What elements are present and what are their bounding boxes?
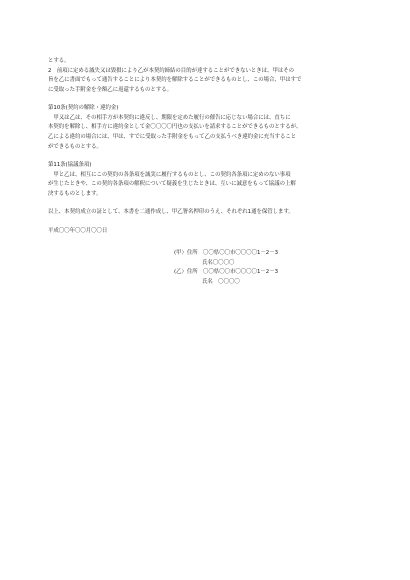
article-11-heading: 第11条(協議条項) — [48, 161, 92, 168]
text-line: 本契約を解除し、相手方に違約金として金〇〇〇〇円也の支払いを請求することができるものとするが、 — [48, 124, 302, 131]
contract-document — [48, 57, 368, 236]
closing-statement: 以上、本契約成立の証として、本書を二通作成し、甲乙署名押印のうえ、それぞれ1通を保管します。 — [48, 209, 294, 216]
text-line: ができるものとする。 — [48, 143, 102, 150]
text-line: 決するものとします。 — [48, 190, 102, 197]
party-a-address: (甲）住所 〇〇県〇〇市〇〇〇〇1－2－3 — [174, 250, 279, 256]
spacer — [48, 218, 368, 227]
text-line: 乙による違約の場合には、甲は、すでに受取った手附金をもって乙の支払うべき違約金に充当すること — [48, 133, 297, 140]
party-b-name: 氏名 〇〇〇〇 — [202, 278, 240, 285]
party-a-name: 氏名〇〇〇〇 — [202, 259, 235, 266]
text-line: 甲と乙は、相互にこの契約の各条項を誠実に履行するものとし、この契約各条項に定めのない事項 — [48, 171, 291, 178]
party-a-block — [174, 249, 278, 268]
text-line: 旨を乙に書面でもって通告することにより本契約を解除することができるものとし、この場合、甲はすで — [48, 77, 302, 84]
text-line: が生じたときや、この契約各条項の解釈について疑義を生じたときは、互いに誠意をもって協議の上解 — [48, 181, 296, 188]
text-line: とする。 — [48, 58, 70, 64]
text-line: 甲又は乙は、その相手方が本契約に違反し、期限を定めた履行の催告に応じない場合には、直ちに — [48, 114, 291, 121]
spacer — [48, 199, 368, 208]
article-10-heading: 第10条(契約の解除・違約金) — [48, 105, 119, 112]
text-line: に受取った手附金を全額乙に返還するものとする。 — [48, 86, 172, 93]
spacer — [48, 95, 368, 104]
party-b-address: (乙）住所 〇〇県〇〇市〇〇〇〇1－2－3 — [174, 269, 279, 275]
party-b-block — [174, 268, 278, 287]
contract-date: 平成〇〇年〇〇月〇〇日 — [48, 227, 108, 234]
text-line: 2 前項に定める滅失又は毀損により乙が本契約締結の目的が達することができないときは、甲はその — [48, 67, 295, 74]
spacer — [48, 152, 368, 161]
